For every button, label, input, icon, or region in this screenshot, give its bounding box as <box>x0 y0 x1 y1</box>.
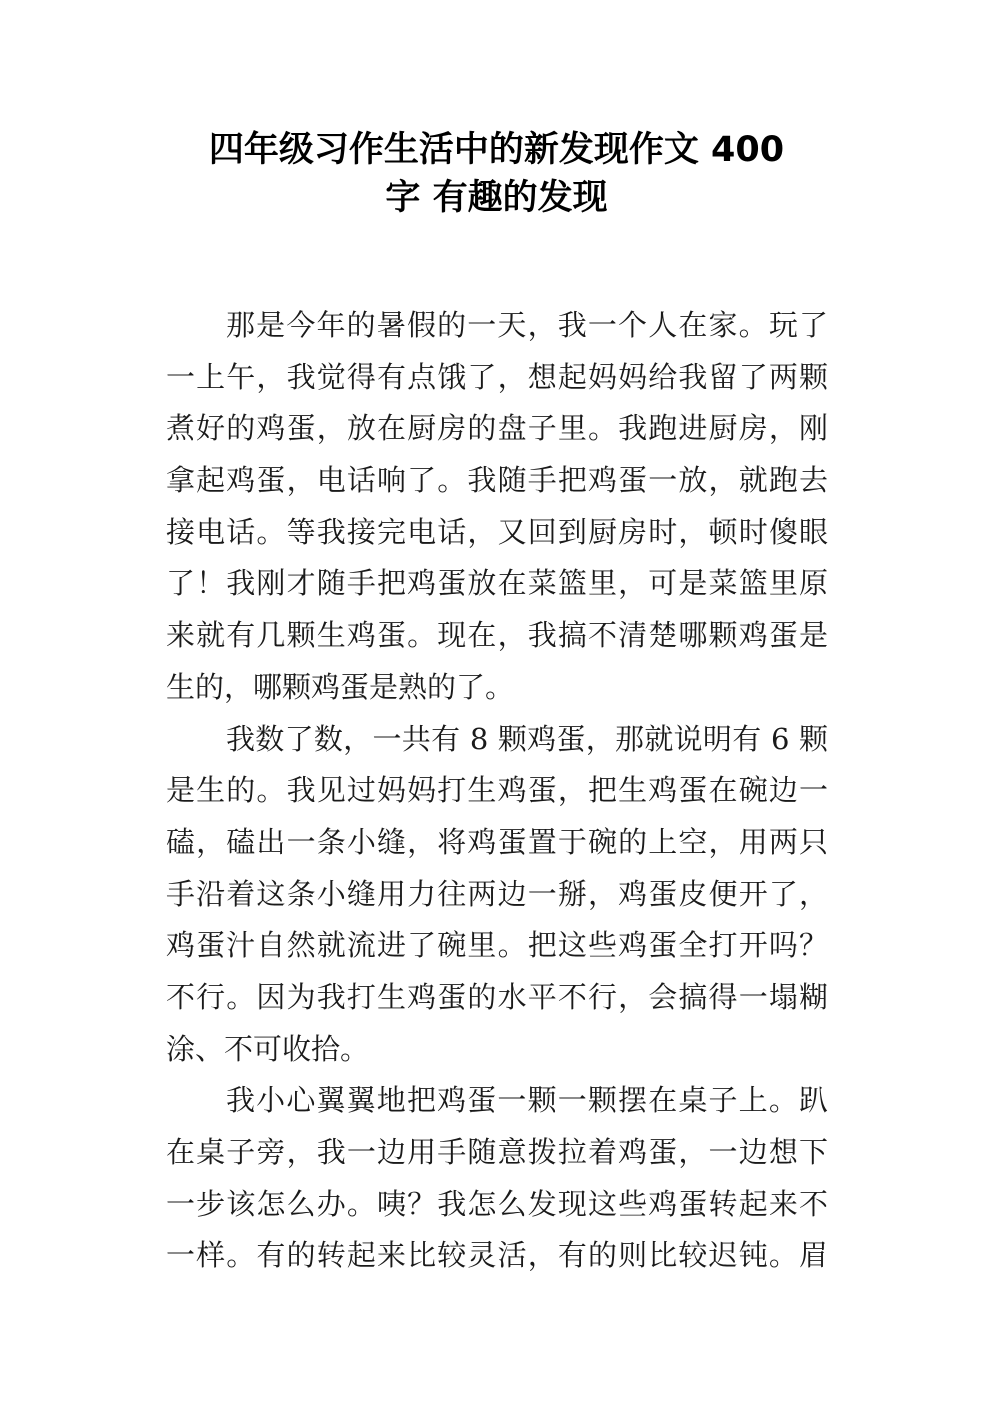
text-line: 拿起鸡蛋，电话响了。我随手把鸡蛋一放，就跑去 <box>166 463 828 498</box>
paragraph-1 <box>166 300 828 714</box>
document-body <box>166 300 828 1282</box>
text-line: 不行。因为我打生鸡蛋的水平不行，会搞得一塌糊 <box>166 979 828 1014</box>
text-line: 我数了数，一共有 8 颗鸡蛋，那就说明有 6 颗 <box>226 721 828 756</box>
text-line: 接电话。等我接完电话，又回到厨房时，顿时傻眼 <box>166 514 828 549</box>
text-line: 涂、不可收拾。 <box>166 1031 370 1066</box>
text-line: 来就有几颗生鸡蛋。现在，我搞不清楚哪颗鸡蛋是 <box>166 618 828 653</box>
text-line: 一样。有的转起来比较灵活，有的则比较迟钝。眉 <box>166 1238 828 1273</box>
text-line: 那是今年的暑假的一天，我一个人在家。玩了 <box>226 308 828 342</box>
text-line: 我小心翼翼地把鸡蛋一颗一颗摆在桌子上。趴 <box>226 1083 828 1118</box>
text-line: 煮好的鸡蛋，放在厨房的盘子里。我跑进厨房，刚 <box>166 411 828 446</box>
text-line: 鸡蛋汁自然就流进了碗里。把这些鸡蛋全打开吗？ <box>166 928 828 963</box>
text-line: 在桌子旁，我一边用手随意拨拉着鸡蛋，一边想下 <box>166 1135 828 1169</box>
text-line: 了！我刚才随手把鸡蛋放在菜篮里，可是菜篮里原 <box>166 566 828 601</box>
paragraph-3 <box>166 1075 828 1282</box>
document-title <box>120 126 873 222</box>
text-line: 一步该怎么办。咦？我怎么发现这些鸡蛋转起来不 <box>166 1186 828 1221</box>
title-line-1: 四年级习作生活中的新发现作文 400 <box>208 130 785 170</box>
text-line: 手沿着这条小缝用力往两边一掰，鸡蛋皮便开了， <box>166 876 828 911</box>
text-line: 磕，磕出一条小缝，将鸡蛋置于碗的上空，用两只 <box>166 824 828 859</box>
paragraph-2 <box>166 714 828 1076</box>
text-line: 一上午，我觉得有点饿了，想起妈妈给我留了两颗 <box>166 359 828 394</box>
text-line: 是生的。我见过妈妈打生鸡蛋，把生鸡蛋在碗边一 <box>166 773 828 808</box>
text-line: 生的，哪颗鸡蛋是熟的了。 <box>166 669 515 704</box>
title-line-2: 字 有趣的发现 <box>385 178 608 218</box>
